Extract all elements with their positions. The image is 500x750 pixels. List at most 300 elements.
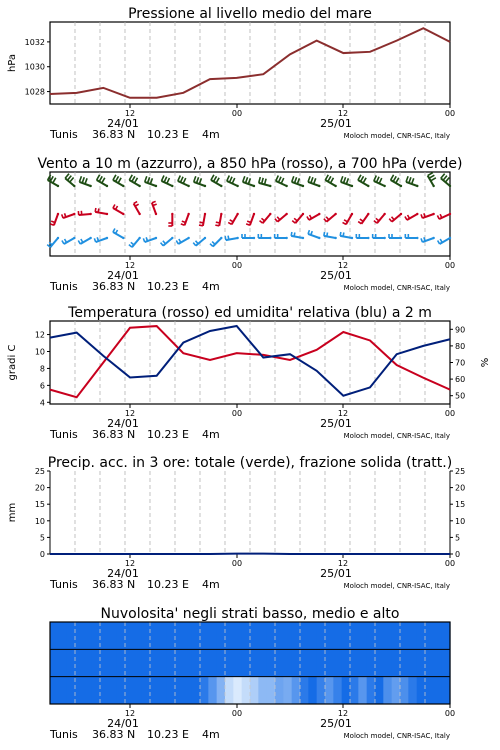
cloud-cell (83, 677, 92, 704)
cloud-cell (117, 622, 126, 649)
wind-barb (358, 213, 369, 224)
wind-barb (340, 232, 353, 239)
panel-title: Precip. acc. in 3 ore: totale (verde), frazione solida (tratt.) (47, 455, 453, 471)
wind-barb (356, 234, 369, 239)
time-tick-label: 12 (124, 559, 136, 568)
wind-barb (291, 232, 304, 239)
cloud-cell (275, 622, 284, 649)
y-tick-label: 4 (39, 398, 45, 408)
cloud-cell (217, 677, 226, 704)
cloud-cell (258, 677, 267, 704)
cloud-cell (283, 622, 292, 649)
cloud-cell (417, 622, 426, 649)
wind-barb (194, 176, 206, 187)
time-tick-label: 00 (231, 709, 243, 718)
cloud-cell (367, 677, 376, 704)
cloud-cell (433, 649, 442, 676)
wind-barb (129, 237, 141, 247)
wind-barb (358, 175, 370, 187)
panel-title: Vento a 10 m (azzurro), a 850 hPa (rosso), a 700 hPa (verde) (37, 156, 463, 172)
cloud-cell (375, 677, 384, 704)
cloud-cell (225, 677, 234, 704)
y-tick-label: 5 (39, 533, 45, 543)
time-tick-label: 12 (337, 261, 349, 270)
cloud-cell (225, 649, 234, 676)
wind-barb (178, 175, 190, 187)
cloud-cell (192, 649, 201, 676)
model-credit: Moloch model, CNR-ISAC, Italy (343, 132, 450, 140)
cloud-cell (417, 649, 426, 676)
wind-barb (47, 237, 59, 247)
cloud-cell (75, 677, 84, 704)
wind-barb (78, 211, 92, 215)
panel-clouds (49, 606, 455, 741)
cloud-cell (367, 649, 376, 676)
cloud-cell (117, 649, 126, 676)
cloud-cell (125, 649, 134, 676)
wind-barb (276, 175, 288, 187)
cloud-cell (375, 649, 384, 676)
cloud-cell (183, 649, 192, 676)
y-tick-label: 10 (34, 347, 45, 357)
time-tick-label: 00 (231, 109, 243, 118)
cloud-cell (142, 677, 151, 704)
cloud-cell (325, 649, 334, 676)
model-credit: Moloch model, CNR-ISAC, Italy (343, 582, 450, 590)
cloud-cell (92, 622, 101, 649)
y-tick-label-right: 10 (455, 516, 466, 526)
cloud-cell (108, 677, 117, 704)
wind-barb (62, 237, 76, 244)
cloud-cell (333, 677, 342, 704)
date-label: 25/01 (320, 269, 352, 282)
cloud-cell (67, 677, 76, 704)
location-name: Tunis (50, 428, 78, 441)
time-tick-label: 12 (337, 709, 349, 718)
wind-barb (307, 213, 321, 220)
location-alt: 4m (202, 728, 220, 741)
wind-barb (374, 175, 386, 187)
wind-barb (246, 213, 255, 225)
cloud-cell (358, 649, 367, 676)
wind-barb (292, 176, 304, 187)
cloud-cell (200, 649, 209, 676)
wind-barb (428, 173, 436, 188)
date-label: 25/01 (320, 117, 352, 130)
wind-barb (438, 237, 452, 244)
cloud-cell (442, 677, 451, 704)
date-label: 24/01 (107, 567, 139, 580)
wind-barb (258, 234, 271, 239)
y-tick-label-right: 20 (455, 483, 466, 493)
wind-barb (341, 176, 353, 187)
cloud-cell (342, 622, 351, 649)
wind-barb (343, 213, 354, 225)
cloud-cell (275, 649, 284, 676)
panel-wind (37, 156, 462, 293)
wind-barb (242, 234, 255, 239)
wind-barb (374, 213, 386, 223)
cloud-cell (158, 622, 167, 649)
wind-barb (308, 176, 320, 187)
location-lat: 36.83 N (92, 128, 136, 141)
location-lat: 36.83 N (92, 428, 136, 441)
time-tick-label: 00 (231, 409, 243, 418)
cloud-cell (383, 677, 392, 704)
cloud-cell (408, 622, 417, 649)
wind-barb (145, 176, 157, 187)
cloud-cell (342, 649, 351, 676)
cloud-cell (183, 622, 192, 649)
y-tick-label-right: 15 (455, 500, 466, 510)
cloud-cell (233, 622, 242, 649)
cloud-cell (183, 677, 192, 704)
cloud-cell (425, 677, 434, 704)
time-tick-label: 12 (337, 109, 349, 118)
location-name: Tunis (50, 280, 78, 293)
wind-barb (225, 236, 239, 240)
cloud-cell (442, 622, 451, 649)
wind-barb (168, 213, 173, 226)
cloud-cell (267, 649, 276, 676)
cloud-cell (267, 622, 276, 649)
location-alt: 4m (202, 428, 220, 441)
cloud-cell (292, 677, 301, 704)
cloud-cell (350, 677, 359, 704)
y-tick-label-right: 50 (455, 391, 466, 401)
cloud-cell (192, 622, 201, 649)
location-lon: 10.23 E (147, 428, 189, 441)
cloud-cell (250, 622, 259, 649)
cloud-cell (333, 622, 342, 649)
y-tick-label: 8 (39, 364, 45, 374)
cloud-cell (208, 677, 217, 704)
cloud-cell (58, 622, 67, 649)
cloud-cell (133, 677, 142, 704)
wind-barb (325, 175, 337, 187)
cloud-cell (108, 649, 117, 676)
cloud-cell (317, 622, 326, 649)
wind-barb (78, 237, 92, 244)
wind-barb (129, 175, 141, 187)
wind-barb (260, 213, 272, 223)
y-tick-label: 1028 (24, 87, 45, 97)
cloud-cell (308, 622, 317, 649)
wind-barb (259, 177, 272, 187)
cloud-cell (83, 622, 92, 649)
location-name: Tunis (50, 728, 78, 741)
cloud-cell (108, 622, 117, 649)
panel-pressure (7, 6, 455, 141)
wind-barb (181, 213, 190, 225)
time-tick-label: 00 (231, 559, 243, 568)
date-label: 24/01 (107, 117, 139, 130)
y-tick-label: 1032 (24, 37, 45, 47)
time-tick-label: 12 (124, 409, 136, 418)
cloud-cell (158, 677, 167, 704)
cloud-cell (317, 649, 326, 676)
cloud-cell (392, 622, 401, 649)
cloud-cell (133, 649, 142, 676)
cloud-cell (400, 677, 409, 704)
wind-barb (243, 176, 255, 187)
date-label: 25/01 (320, 717, 352, 730)
cloud-cell (417, 677, 426, 704)
cloud-cell (342, 677, 351, 704)
location-lat: 36.83 N (92, 578, 136, 591)
wind-barb (437, 213, 451, 219)
location-lon: 10.23 E (147, 578, 189, 591)
time-tick-label: 12 (124, 261, 136, 270)
wind-barb (421, 213, 435, 218)
wind-barb (211, 175, 223, 187)
cloud-cell (233, 649, 242, 676)
date-label: 24/01 (107, 417, 139, 430)
wind-barb (113, 229, 125, 240)
time-tick-label: 12 (337, 409, 349, 418)
panel-title: Pressione al livello medio del mare (128, 6, 372, 22)
cloud-cell (100, 677, 109, 704)
y-tick-label-right: 90 (455, 325, 466, 335)
y-axis-label: gradi C (7, 344, 18, 381)
cloud-cell (292, 622, 301, 649)
time-tick-label: 00 (444, 709, 456, 718)
wind-barb (48, 175, 60, 187)
plot-frame (50, 22, 450, 104)
wind-barb (406, 176, 418, 187)
cloud-cell (292, 649, 301, 676)
cloud-cell (258, 649, 267, 676)
wind-barb (227, 175, 239, 187)
cloud-cell (325, 622, 334, 649)
cloud-cell (142, 622, 151, 649)
panel-title: Temperatura (rosso) ed umidita' relativa (blu) a 2 m (68, 305, 432, 321)
wind-barb (50, 213, 59, 225)
cloud-cell (425, 649, 434, 676)
wind-barb (62, 213, 76, 218)
y-tick-label: 0 (39, 550, 45, 559)
cloud-cell (133, 622, 142, 649)
cloud-cell (125, 622, 134, 649)
cloud-cell (350, 622, 359, 649)
wind-barb (275, 213, 288, 222)
cloud-cell (75, 649, 84, 676)
cloud-cell (167, 677, 176, 704)
cloud-cell (200, 622, 209, 649)
time-tick-label: 12 (337, 559, 349, 568)
wind-barb (421, 237, 435, 242)
wind-barb (65, 174, 75, 188)
cloud-cell (50, 622, 59, 649)
cloud-cell (267, 677, 276, 704)
time-tick-label: 00 (444, 109, 456, 118)
wind-barb (79, 176, 91, 187)
cloud-cell (58, 649, 67, 676)
time-tick-label: 00 (231, 261, 243, 270)
cloud-cell (367, 622, 376, 649)
location-name: Tunis (50, 578, 78, 591)
cloud-cell (392, 677, 401, 704)
cloud-cell (242, 649, 251, 676)
wind-barb (113, 175, 125, 187)
cloud-cell (75, 622, 84, 649)
y-tick-label: 20 (34, 483, 45, 493)
panel-precipitation (7, 455, 465, 591)
location-alt: 4m (202, 578, 220, 591)
cloud-cell (125, 677, 134, 704)
cloud-cell (200, 677, 209, 704)
time-tick-label: 00 (444, 559, 456, 568)
date-label: 24/01 (107, 269, 139, 282)
wind-barb (176, 237, 190, 244)
wind-barb (161, 237, 174, 246)
y-tick-label: 10 (34, 516, 45, 526)
cloud-cell (67, 649, 76, 676)
location-lon: 10.23 E (147, 128, 189, 141)
wind-barb (113, 205, 125, 216)
y-tick-label: 12 (34, 330, 45, 340)
wind-barb (210, 237, 223, 247)
cloud-cell (117, 677, 126, 704)
model-credit: Moloch model, CNR-ISAC, Italy (343, 284, 450, 292)
cloud-cell (300, 622, 309, 649)
cloud-cell (50, 649, 59, 676)
cloud-cell (333, 649, 342, 676)
cloud-cell (400, 649, 409, 676)
cloud-cell (400, 622, 409, 649)
cloud-cell (317, 677, 326, 704)
model-credit: Moloch model, CNR-ISAC, Italy (343, 432, 450, 440)
y-axis-label-right: % (480, 357, 491, 368)
cloud-cell (233, 677, 242, 704)
y-axis-label: hPa (7, 53, 18, 73)
location-alt: 4m (202, 128, 220, 141)
cloud-cell (392, 649, 401, 676)
cloud-cell (150, 622, 159, 649)
y-tick-label-right: 5 (455, 533, 461, 543)
date-label: 25/01 (320, 417, 352, 430)
cloud-cell (283, 677, 292, 704)
time-tick-label: 00 (444, 409, 456, 418)
cloud-cell (50, 677, 59, 704)
location-lon: 10.23 E (147, 728, 189, 741)
cloud-cell (325, 677, 334, 704)
wind-barb (292, 213, 304, 223)
cloud-cell (300, 649, 309, 676)
cloud-cell (250, 677, 259, 704)
time-tick-label: 12 (124, 709, 136, 718)
cloud-cell (308, 677, 317, 704)
cloud-cell (275, 677, 284, 704)
y-tick-label: 15 (34, 500, 45, 510)
date-label: 25/01 (320, 567, 352, 580)
wind-barb (324, 213, 337, 222)
time-tick-label: 00 (444, 261, 456, 270)
location-name: Tunis (50, 128, 78, 141)
cloud-cell (217, 622, 226, 649)
cloud-cell (283, 649, 292, 676)
location-alt: 4m (202, 280, 220, 293)
wind-barb (94, 237, 108, 242)
cloud-cell (408, 677, 417, 704)
wind-barb (275, 234, 288, 239)
cloud-cell (258, 622, 267, 649)
wind-barb (134, 202, 141, 216)
wind-barb (324, 232, 337, 239)
wind-barb (152, 201, 157, 215)
cloud-cell (425, 622, 434, 649)
cloud-cell (150, 649, 159, 676)
location-lon: 10.23 E (147, 280, 189, 293)
wind-barb (405, 234, 418, 239)
y-tick-label-right: 0 (455, 550, 461, 559)
cloud-cell (167, 649, 176, 676)
cloud-cell (58, 677, 67, 704)
y-axis-label: mm (7, 502, 18, 523)
cloud-cell (217, 649, 226, 676)
cloud-cell (208, 622, 217, 649)
cloud-cell (142, 649, 151, 676)
cloud-cell (375, 622, 384, 649)
panel-title: Nuvolosita' negli strati basso, medio e alto (100, 606, 400, 622)
cloud-cell (100, 649, 109, 676)
cloud-cell (433, 677, 442, 704)
cloud-cell (433, 622, 442, 649)
location-lat: 36.83 N (92, 280, 136, 293)
cloud-cell (100, 622, 109, 649)
cloud-cell (167, 622, 176, 649)
location-lat: 36.83 N (92, 728, 136, 741)
cloud-cell (408, 649, 417, 676)
cloud-cell (83, 649, 92, 676)
cloud-cell (92, 649, 101, 676)
cloud-cell (300, 677, 309, 704)
y-tick-label-right: 60 (455, 375, 466, 385)
panel-temperature (7, 305, 491, 441)
model-credit: Moloch model, CNR-ISAC, Italy (343, 732, 450, 740)
y-tick-label: 1030 (24, 62, 45, 72)
cloud-cell (350, 649, 359, 676)
cloud-cell (358, 677, 367, 704)
wind-barb (391, 175, 403, 187)
cloud-cell (242, 677, 251, 704)
cloud-cell (442, 649, 451, 676)
cloud-cell (250, 649, 259, 676)
date-label: 24/01 (107, 717, 139, 730)
wind-barb (215, 213, 222, 226)
cloud-cell (208, 649, 217, 676)
cloud-cell (383, 622, 392, 649)
cloud-cell (242, 622, 251, 649)
cloud-cell (150, 677, 159, 704)
y-tick-label-right: 25 (455, 467, 466, 476)
y-tick-label: 6 (39, 381, 45, 391)
cloud-cell (175, 677, 184, 704)
cloud-cell (175, 622, 184, 649)
cloud-cell (175, 649, 184, 676)
wind-barb (308, 230, 320, 239)
time-tick-label: 12 (124, 109, 136, 118)
wind-barb (97, 175, 109, 187)
cloud-cell (225, 622, 234, 649)
wind-barb (228, 213, 239, 225)
cloud-cell (158, 649, 167, 676)
wind-barb (405, 213, 419, 220)
cloud-cell (92, 677, 101, 704)
y-tick-label-right: 70 (455, 358, 466, 368)
y-tick-label-right: 80 (455, 341, 466, 351)
cloud-cell (358, 622, 367, 649)
